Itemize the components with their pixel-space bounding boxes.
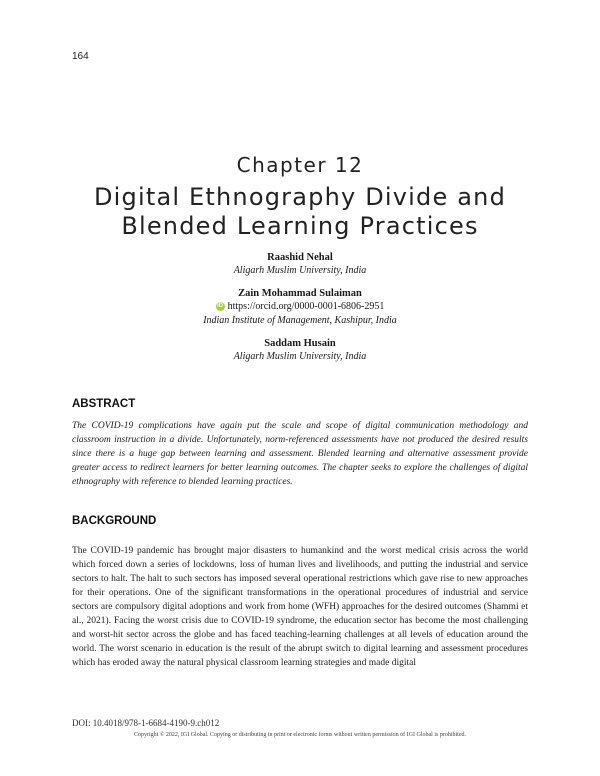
author-block	[0, 251, 600, 277]
copyright-notice: Copyright © 2022, IGI Global. Copying or distributing in print or electronic forms without written permission of IGI Global is prohibited.	[133, 732, 466, 738]
doi: DOI: 10.4018/978-1-6684-4190-9.ch012	[72, 718, 220, 728]
orcid-icon: iD	[217, 303, 224, 310]
author-list	[0, 251, 600, 373]
author-block	[0, 337, 600, 363]
author-name: Zain Mohammad Sulaiman	[238, 288, 362, 299]
orcid-link[interactable]	[0, 300, 600, 314]
chapter-title-line-2: Blended Learning Practices	[121, 212, 479, 240]
abstract-text: The COVID-19 complications have again put the scale and scope of digital communication methodology and classroom instruction in a divide. Unfortunately, norm-referenced assessments have not produced the desired results since there is a huge gap between learning and assessment. Blended learning and alternative assessment provide greater access to redirect learners for better learning outcomes. The chapter seeks to explore the challenges of digital ethnography with reference to blended learning practices.	[72, 421, 528, 487]
chapter-title	[0, 183, 600, 241]
author-name: Saddam Husain	[264, 338, 336, 349]
author-affiliation: Indian Institute of Management, Kashipur, India	[203, 315, 397, 326]
abstract-heading: ABSTRACT	[72, 398, 136, 410]
author-affiliation: Aligarh Muslim University, India	[233, 351, 367, 362]
page-number: 164	[72, 51, 89, 62]
chapter-label: Chapter 12	[236, 153, 364, 177]
chapter-title-line-1: Digital Ethnography Divide and	[93, 183, 507, 211]
author-name: Raashid Nehal	[267, 252, 333, 263]
orcid-url[interactable]: https://orcid.org/0000-0001-6806-2951	[227, 301, 385, 312]
author-affiliation: Aligarh Muslim University, India	[233, 265, 367, 276]
background-text: The COVID-19 pandemic has brought major disasters to humankind and the worst medical crisis across the world which forced down a series of lockdowns, loss of human lives and livelihoods, and putting the industrial and service sectors to halt. The halt to such sectors has imposed several operational restrictions which gave rise to new approaches for their operations. One of the significant transformations in the operational procedures of industrial and service sectors are compulsory digital adoptions and work from home (WFH) approaches for the desired outcomes (Shammi et al., 2021). Facing the worst crisis due to COVID-19 syndrome, the education sector has become the most challenging and worst-hit sector across the globe and has faced teaching-learning challenges at all levels of education around the world. The worst scenario in education is the result of the abrupt switch to digital learning and assessment procedures which has eroded away the natural physical classroom learning strategies and made digital	[72, 546, 528, 668]
author-block	[0, 287, 600, 327]
background-heading: BACKGROUND	[72, 515, 157, 527]
